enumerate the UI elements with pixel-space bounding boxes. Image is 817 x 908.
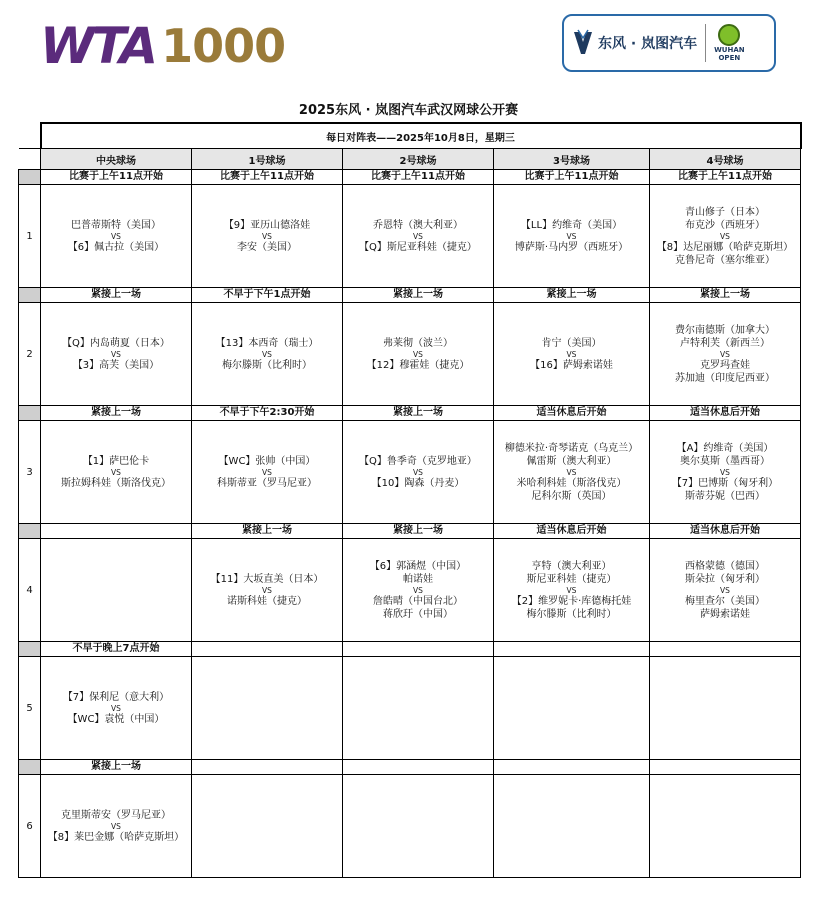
time-row: [19, 170, 801, 185]
player-name: 【11】大坂直美（日本）: [210, 573, 324, 585]
player-name: 佩雷斯（澳大利亚）: [526, 455, 617, 467]
sponsor-name: 东风 · 岚图汽车: [598, 36, 698, 52]
versus-label: VS: [720, 349, 730, 359]
match-cell: [192, 303, 343, 406]
match-row: [19, 775, 801, 878]
player-name: 【16】萨姆索诺娃: [530, 359, 613, 371]
versus-label: VS: [566, 585, 577, 595]
match-cell: [192, 657, 343, 760]
match-number: 1: [19, 185, 41, 288]
player-name: 【7】巴博斯（匈牙利）: [671, 477, 779, 489]
match-cell: [650, 539, 801, 642]
player-name: 米哈利科娃（斯洛伐克）: [516, 477, 627, 489]
match-cell: [650, 421, 801, 524]
start-time-label: 比赛于上午11点开始: [41, 170, 192, 185]
match-cell: [494, 303, 650, 406]
start-time-label: 不早于晚上7点开始: [41, 642, 192, 657]
player-name: 【WC】张帅（中国）: [218, 455, 316, 467]
player-name: 【13】本西奇（瑞士）: [215, 337, 319, 349]
player-name: 詹皓晴（中国台北）: [373, 595, 463, 607]
sponsor-divider: [705, 24, 706, 62]
match-cell: [41, 775, 192, 878]
dongfeng-emblem-icon: [572, 28, 594, 58]
start-time-label: 紧接上一场: [41, 406, 192, 421]
player-name: 【A】约维奇（美国）: [676, 442, 774, 454]
start-time-label: [343, 760, 494, 775]
time-row-marker: [19, 642, 41, 657]
start-time-label: [494, 760, 650, 775]
start-time-label: [41, 524, 192, 539]
player-name: 【10】陶森（丹麦）: [371, 477, 465, 489]
versus-label: VS: [720, 585, 730, 595]
date-row: [19, 123, 801, 149]
match-row: [19, 303, 801, 406]
versus-label: VS: [111, 703, 121, 713]
match-row: [19, 539, 801, 642]
match-row: [19, 421, 801, 524]
start-time-label: [192, 760, 343, 775]
match-cell: [650, 657, 801, 760]
versus-label: VS: [262, 349, 272, 359]
versus-label: VS: [413, 231, 423, 241]
time-row-marker: [19, 170, 41, 185]
player-name: 博萨斯·马内罗（西班牙）: [514, 241, 629, 253]
match-number: 5: [19, 657, 41, 760]
versus-label: VS: [413, 467, 423, 477]
versus-label: VS: [413, 349, 423, 359]
player-name: 尼科尔斯（英国）: [531, 490, 612, 502]
player-name: 【WC】袁悦（中国）: [67, 713, 165, 725]
player-name: 克罗玛查娃: [700, 359, 750, 371]
start-time-label: 紧接上一场: [494, 288, 650, 303]
versus-label: VS: [262, 467, 272, 477]
player-name: 乔恩特（澳大利亚）: [373, 219, 463, 231]
player-name: 梅尔滕斯（比利时）: [526, 608, 617, 620]
start-time-label: 紧接上一场: [41, 288, 192, 303]
sponsor-logo: [562, 14, 776, 72]
match-row: [19, 185, 801, 288]
time-row-marker: [19, 406, 41, 421]
player-name: 斯拉姆科娃（斯洛伐克）: [61, 477, 171, 489]
time-row: [19, 288, 801, 303]
time-row: [19, 642, 801, 657]
match-cell: [650, 185, 801, 288]
player-name: 梅尔滕斯（比利时）: [222, 359, 312, 371]
match-cell: [192, 421, 343, 524]
player-name: 斯尼亚科娃（捷克）: [526, 573, 617, 585]
match-number: 4: [19, 539, 41, 642]
corner-blank: [19, 123, 41, 149]
player-name: 肯宁（美国）: [541, 337, 602, 349]
court-header-center: 中央球场: [41, 149, 192, 170]
player-name: 【Q】内岛萌夏（日本）: [62, 337, 170, 349]
match-cell: [41, 657, 192, 760]
start-time-label: 适当休息后开始: [650, 406, 801, 421]
start-time-label: [343, 642, 494, 657]
wuhan-open-logo: [714, 24, 745, 62]
match-cell: [192, 539, 343, 642]
player-name: 梅里查尔（美国）: [685, 595, 765, 607]
start-time-label: 紧接上一场: [343, 524, 494, 539]
match-number: 6: [19, 775, 41, 878]
start-time-label: 适当休息后开始: [494, 406, 650, 421]
start-time-label: [192, 642, 343, 657]
corner-blank-2: [19, 149, 41, 170]
start-time-label: 比赛于上午11点开始: [494, 170, 650, 185]
match-cell: [343, 539, 494, 642]
time-row-marker: [19, 760, 41, 775]
player-name: 亨特（澳大利亚）: [531, 560, 612, 572]
player-name: 【12】穆霍娃（捷克）: [366, 359, 470, 371]
schedule-table: [18, 122, 802, 878]
player-name: 萨姆索诺娃: [700, 608, 750, 620]
player-name: 克鲁尼奇（塞尔维亚）: [675, 254, 775, 266]
wuhan-text: WUHAN: [714, 46, 745, 54]
player-name: 蒋欣玗（中国）: [383, 608, 453, 620]
time-row: [19, 406, 801, 421]
versus-label: VS: [720, 467, 730, 477]
versus-label: VS: [566, 231, 577, 241]
versus-label: VS: [720, 231, 730, 241]
player-name: 青山修子（日本）: [685, 206, 765, 218]
player-name: 【1】萨巴伦卡: [82, 455, 150, 467]
player-name: 柳德米拉·奇琴诺克（乌克兰）: [504, 442, 639, 454]
time-row-marker: [19, 524, 41, 539]
player-name: 科斯蒂亚（罗马尼亚）: [217, 477, 317, 489]
start-time-label: [650, 760, 801, 775]
wta-1000-logo: [40, 17, 286, 75]
player-name: 【9】亚历山德洛娃: [223, 219, 311, 231]
versus-label: VS: [413, 585, 423, 595]
player-name: 克里斯蒂安（罗马尼亚）: [61, 809, 171, 821]
match-cell: [41, 303, 192, 406]
start-time-label: 紧接上一场: [192, 524, 343, 539]
match-cell: [494, 539, 650, 642]
court-header-4: 4号球场: [650, 149, 801, 170]
player-name: 奥尔莫斯（墨西哥）: [680, 455, 770, 467]
match-cell: [192, 775, 343, 878]
player-name: 【Q】斯尼亚科娃（捷克）: [359, 241, 477, 253]
player-name: 布克沙（西班牙）: [685, 219, 765, 231]
match-cell: [494, 185, 650, 288]
start-time-label: 紧接上一场: [343, 406, 494, 421]
time-row: [19, 524, 801, 539]
match-cell: [343, 303, 494, 406]
start-time-label: 比赛于上午11点开始: [343, 170, 494, 185]
time-row-marker: [19, 288, 41, 303]
start-time-label: [494, 642, 650, 657]
player-name: 西格蒙德（德国）: [685, 560, 765, 572]
schedule-date: 每日对阵表——2025年10月8日，星期三: [41, 123, 801, 149]
match-cell: [494, 657, 650, 760]
court-header-2: 2号球场: [343, 149, 494, 170]
match-row: [19, 657, 801, 760]
player-name: 弗莱彻（波兰）: [383, 337, 453, 349]
player-name: 【LL】约维奇（美国）: [520, 219, 623, 231]
match-cell: [650, 775, 801, 878]
start-time-label: [650, 642, 801, 657]
player-name: 【8】达尼丽娜（哈萨克斯坦）: [656, 241, 794, 253]
start-time-label: 不早于下午1点开始: [192, 288, 343, 303]
match-cell: [343, 775, 494, 878]
start-time-label: 适当休息后开始: [650, 524, 801, 539]
player-name: 斯朵拉（匈牙利）: [685, 573, 765, 585]
start-time-label: 紧接上一场: [650, 288, 801, 303]
start-time-label: 适当休息后开始: [494, 524, 650, 539]
match-cell: [343, 657, 494, 760]
player-name: 苏加迪（印度尼西亚）: [675, 372, 775, 384]
player-name: 李安（美国）: [237, 241, 297, 253]
tennis-ball-icon: [718, 24, 740, 46]
player-name: 帕诺娃: [403, 573, 433, 585]
player-name: 【6】佩古拉（美国）: [67, 241, 165, 253]
match-number: 3: [19, 421, 41, 524]
page-title: 2025东风 · 岚图汽车武汉网球公开赛: [298, 103, 519, 118]
court-header-3: 3号球场: [494, 149, 650, 170]
match-cell: [343, 185, 494, 288]
versus-label: VS: [566, 467, 577, 477]
versus-label: VS: [566, 349, 577, 359]
player-name: 【Q】鲁季奇（克罗地亚）: [359, 455, 477, 467]
player-name: 斯蒂芬妮（巴西）: [685, 490, 765, 502]
match-number: 2: [19, 303, 41, 406]
match-cell: [494, 775, 650, 878]
player-name: 卢特利芙（新西兰）: [680, 337, 770, 349]
player-name: 费尔南德斯（加拿大）: [675, 324, 775, 336]
open-text: OPEN: [718, 54, 741, 62]
versus-label: VS: [111, 467, 121, 477]
start-time-label: 比赛于上午11点开始: [192, 170, 343, 185]
wta-logo-text: WTA: [40, 17, 156, 75]
versus-label: VS: [262, 585, 272, 595]
match-cell: [41, 539, 192, 642]
player-name: 【7】保利尼（意大利）: [62, 691, 170, 703]
player-name: 诺斯科娃（捷克）: [227, 595, 307, 607]
start-time-label: 紧接上一场: [41, 760, 192, 775]
match-cell: [41, 185, 192, 288]
match-cell: [192, 185, 343, 288]
court-header-row: [19, 149, 801, 170]
match-cell: [41, 421, 192, 524]
start-time-label: 紧接上一场: [343, 288, 494, 303]
versus-label: VS: [262, 231, 272, 241]
court-header-1: 1号球场: [192, 149, 343, 170]
player-name: 巴普蒂斯特（美国）: [71, 219, 161, 231]
time-row: [19, 760, 801, 775]
player-name: 【2】维罗妮卡·库德梅托娃: [511, 595, 632, 607]
match-cell: [494, 421, 650, 524]
start-time-label: 比赛于上午11点开始: [650, 170, 801, 185]
versus-label: VS: [111, 349, 121, 359]
player-name: 【8】莱巴金娜（哈萨克斯坦）: [47, 831, 185, 843]
versus-label: VS: [111, 821, 121, 831]
match-cell: [343, 421, 494, 524]
start-time-label: 不早于下午2:30开始: [192, 406, 343, 421]
match-cell: [650, 303, 801, 406]
player-name: 【6】郭涵煜（中国）: [369, 560, 467, 572]
versus-label: VS: [111, 231, 121, 241]
player-name: 【3】高芙（美国）: [72, 359, 160, 371]
wta-logo-number: 1000: [161, 19, 286, 73]
